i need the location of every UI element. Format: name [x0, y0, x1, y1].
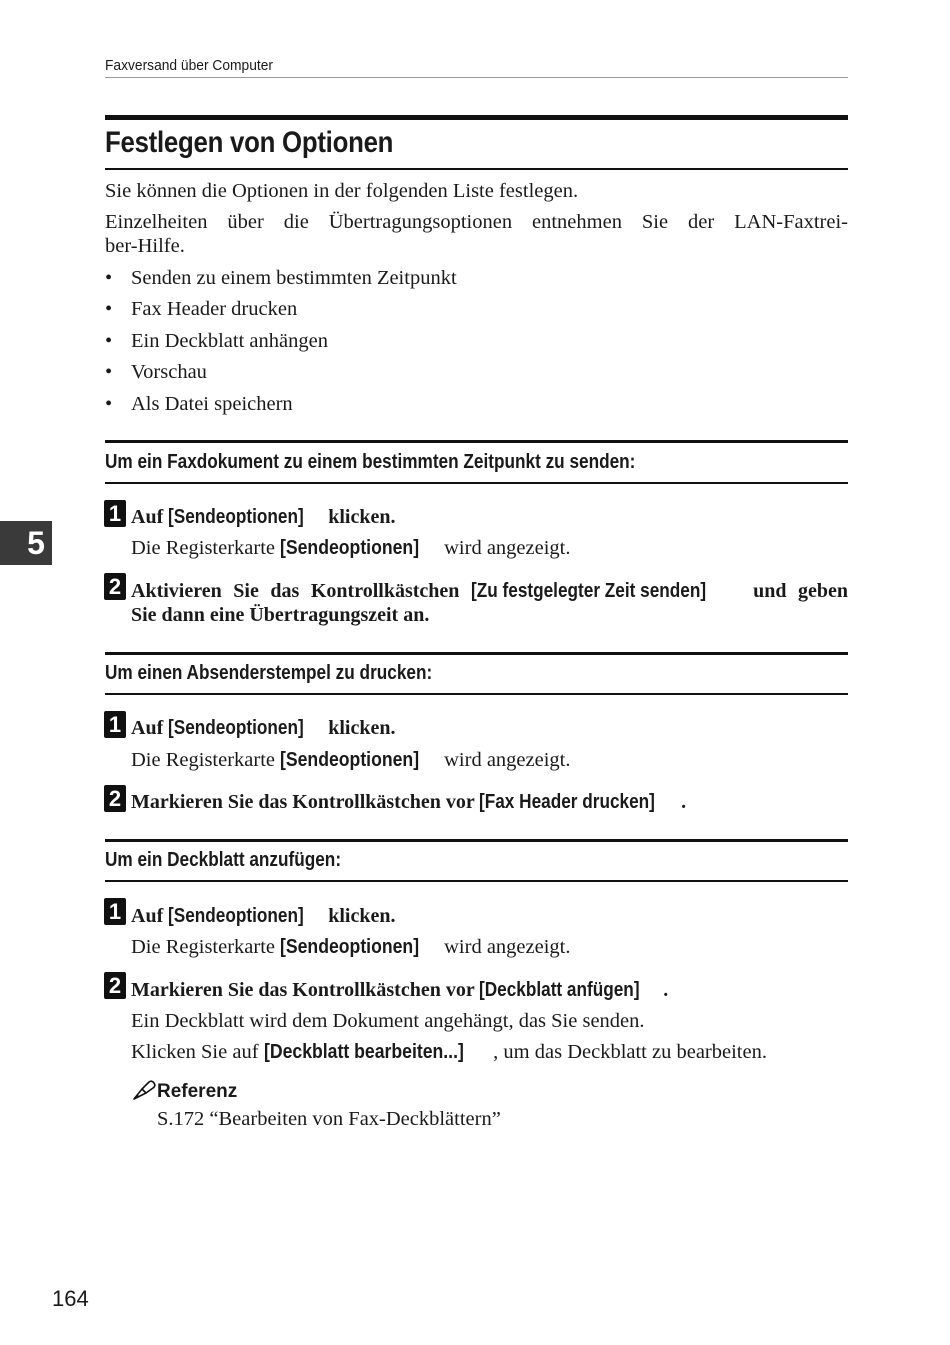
step-instruction: Markieren Sie das Kontrollkästchen vor [Fax Header drucken] .	[131, 791, 687, 813]
section-rule-top	[105, 839, 848, 842]
step-number-badge: 1	[104, 500, 126, 527]
step-number-badge: 1	[104, 898, 126, 925]
step-instruction: Auf [Sendeoptionen] klicken.	[131, 506, 396, 528]
step-number-badge: 1	[104, 711, 126, 738]
section-rule-bottom	[105, 880, 848, 882]
reference-link-text: S.172 “Bearbeiten von Fax-Deckblättern”	[157, 1108, 501, 1130]
step-instruction: Markieren Sie das Kontrollkästchen vor [Deckblatt anfügen] .	[131, 979, 669, 1001]
step-number-badge: 2	[104, 972, 126, 999]
step-instruction: Auf [Sendeoptionen] klicken.	[131, 717, 396, 739]
section-rule-bottom	[105, 693, 848, 695]
step-instruction: Aktivieren Sie das Kontrollkästchen [Zu festgelegter Zeit senden] und geben	[131, 580, 849, 602]
section-rule-top	[105, 652, 848, 655]
step-description: Klicken Sie auf [Deckblatt bearbeiten...] , um das Deckblatt zu bearbeiten.	[131, 1040, 767, 1063]
step-description: Die Registerkarte [Sendeoptionen] wird angezeigt.	[131, 935, 571, 958]
reference-label: Referenz	[157, 1081, 238, 1102]
pen-nib-icon	[131, 1078, 157, 1102]
step-number-badge: 2	[104, 785, 126, 812]
title-rule-bottom	[105, 168, 848, 170]
section-rule-bottom	[105, 482, 848, 484]
step-description: Ein Deckblatt wird dem Dokument angehängt, das Sie senden.	[131, 1010, 645, 1032]
step-description: Die Registerkarte [Sendeoptionen] wird angezeigt.	[131, 536, 571, 559]
section-rule-top	[105, 440, 848, 443]
page-number: 164	[52, 1286, 89, 1311]
chapter-tab: 5	[0, 521, 52, 565]
title-rule-top	[105, 115, 848, 120]
section-heading: Um einen Absenderstempel zu drucken:	[105, 662, 433, 684]
step-instruction: Auf [Sendeoptionen] klicken.	[131, 905, 396, 927]
intro-paragraph-1: Sie können die Optionen in der folgenden Liste festlegen.	[105, 180, 579, 202]
step-instruction-line-2: Sie dann eine Übertragungszeit an.	[131, 604, 430, 626]
running-header: Faxversand über Computer	[105, 57, 273, 74]
section-heading: Um ein Deckblatt anzufügen:	[105, 849, 342, 871]
section-heading: Um ein Faxdokument zu einem bestimmten Zeitpunkt zu senden:	[105, 451, 636, 473]
intro-paragraph-2-line-2: ber-Hilfe.	[105, 235, 185, 257]
page-title: Festlegen von Optionen	[105, 126, 394, 159]
header-rule	[105, 77, 848, 78]
step-number-badge: 2	[104, 573, 126, 600]
intro-paragraph-2-line-1: Einzelheiten über die Übertragungsoptionen entnehmen Sie der LAN-Faxtrei-	[105, 211, 848, 233]
step-description: Die Registerkarte [Sendeoptionen] wird angezeigt.	[131, 748, 571, 771]
